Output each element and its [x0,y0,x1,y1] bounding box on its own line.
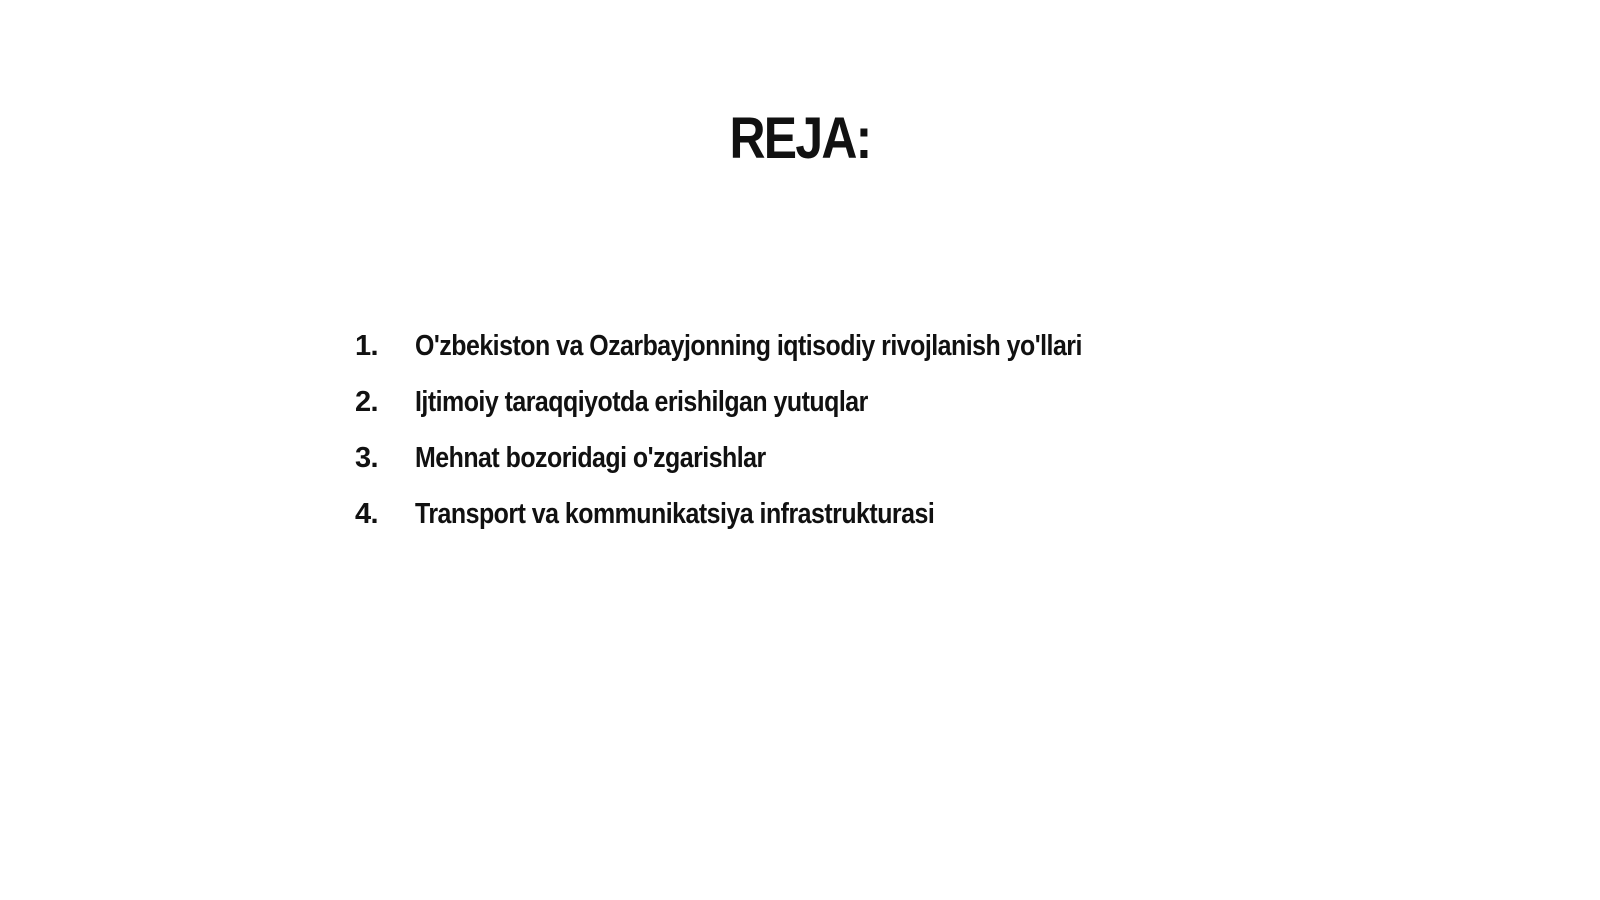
list-item-text: Transport va kommunikatsiya infrastrukturasi [415,498,935,530]
plan-list [355,330,1190,554]
slide-title: REJA: [729,106,871,171]
list-item-text: Mehnat bozoridagi o'zgarishlar [415,442,766,474]
list-item-number: 4. [355,498,378,530]
list-item [355,386,1190,442]
list-item [355,498,1190,554]
list-item [355,330,1190,386]
list-item [355,442,1190,498]
list-item-text: Ijtimoiy taraqqiyotda erishilgan yutuqlar [415,386,868,418]
list-item-number: 2. [355,386,378,418]
list-item-text: O'zbekiston va Ozarbayjonning iqtisodiy rivojlanish yo'llari [415,330,1082,362]
list-item-number: 3. [355,442,378,474]
list-item-number: 1. [355,330,378,362]
